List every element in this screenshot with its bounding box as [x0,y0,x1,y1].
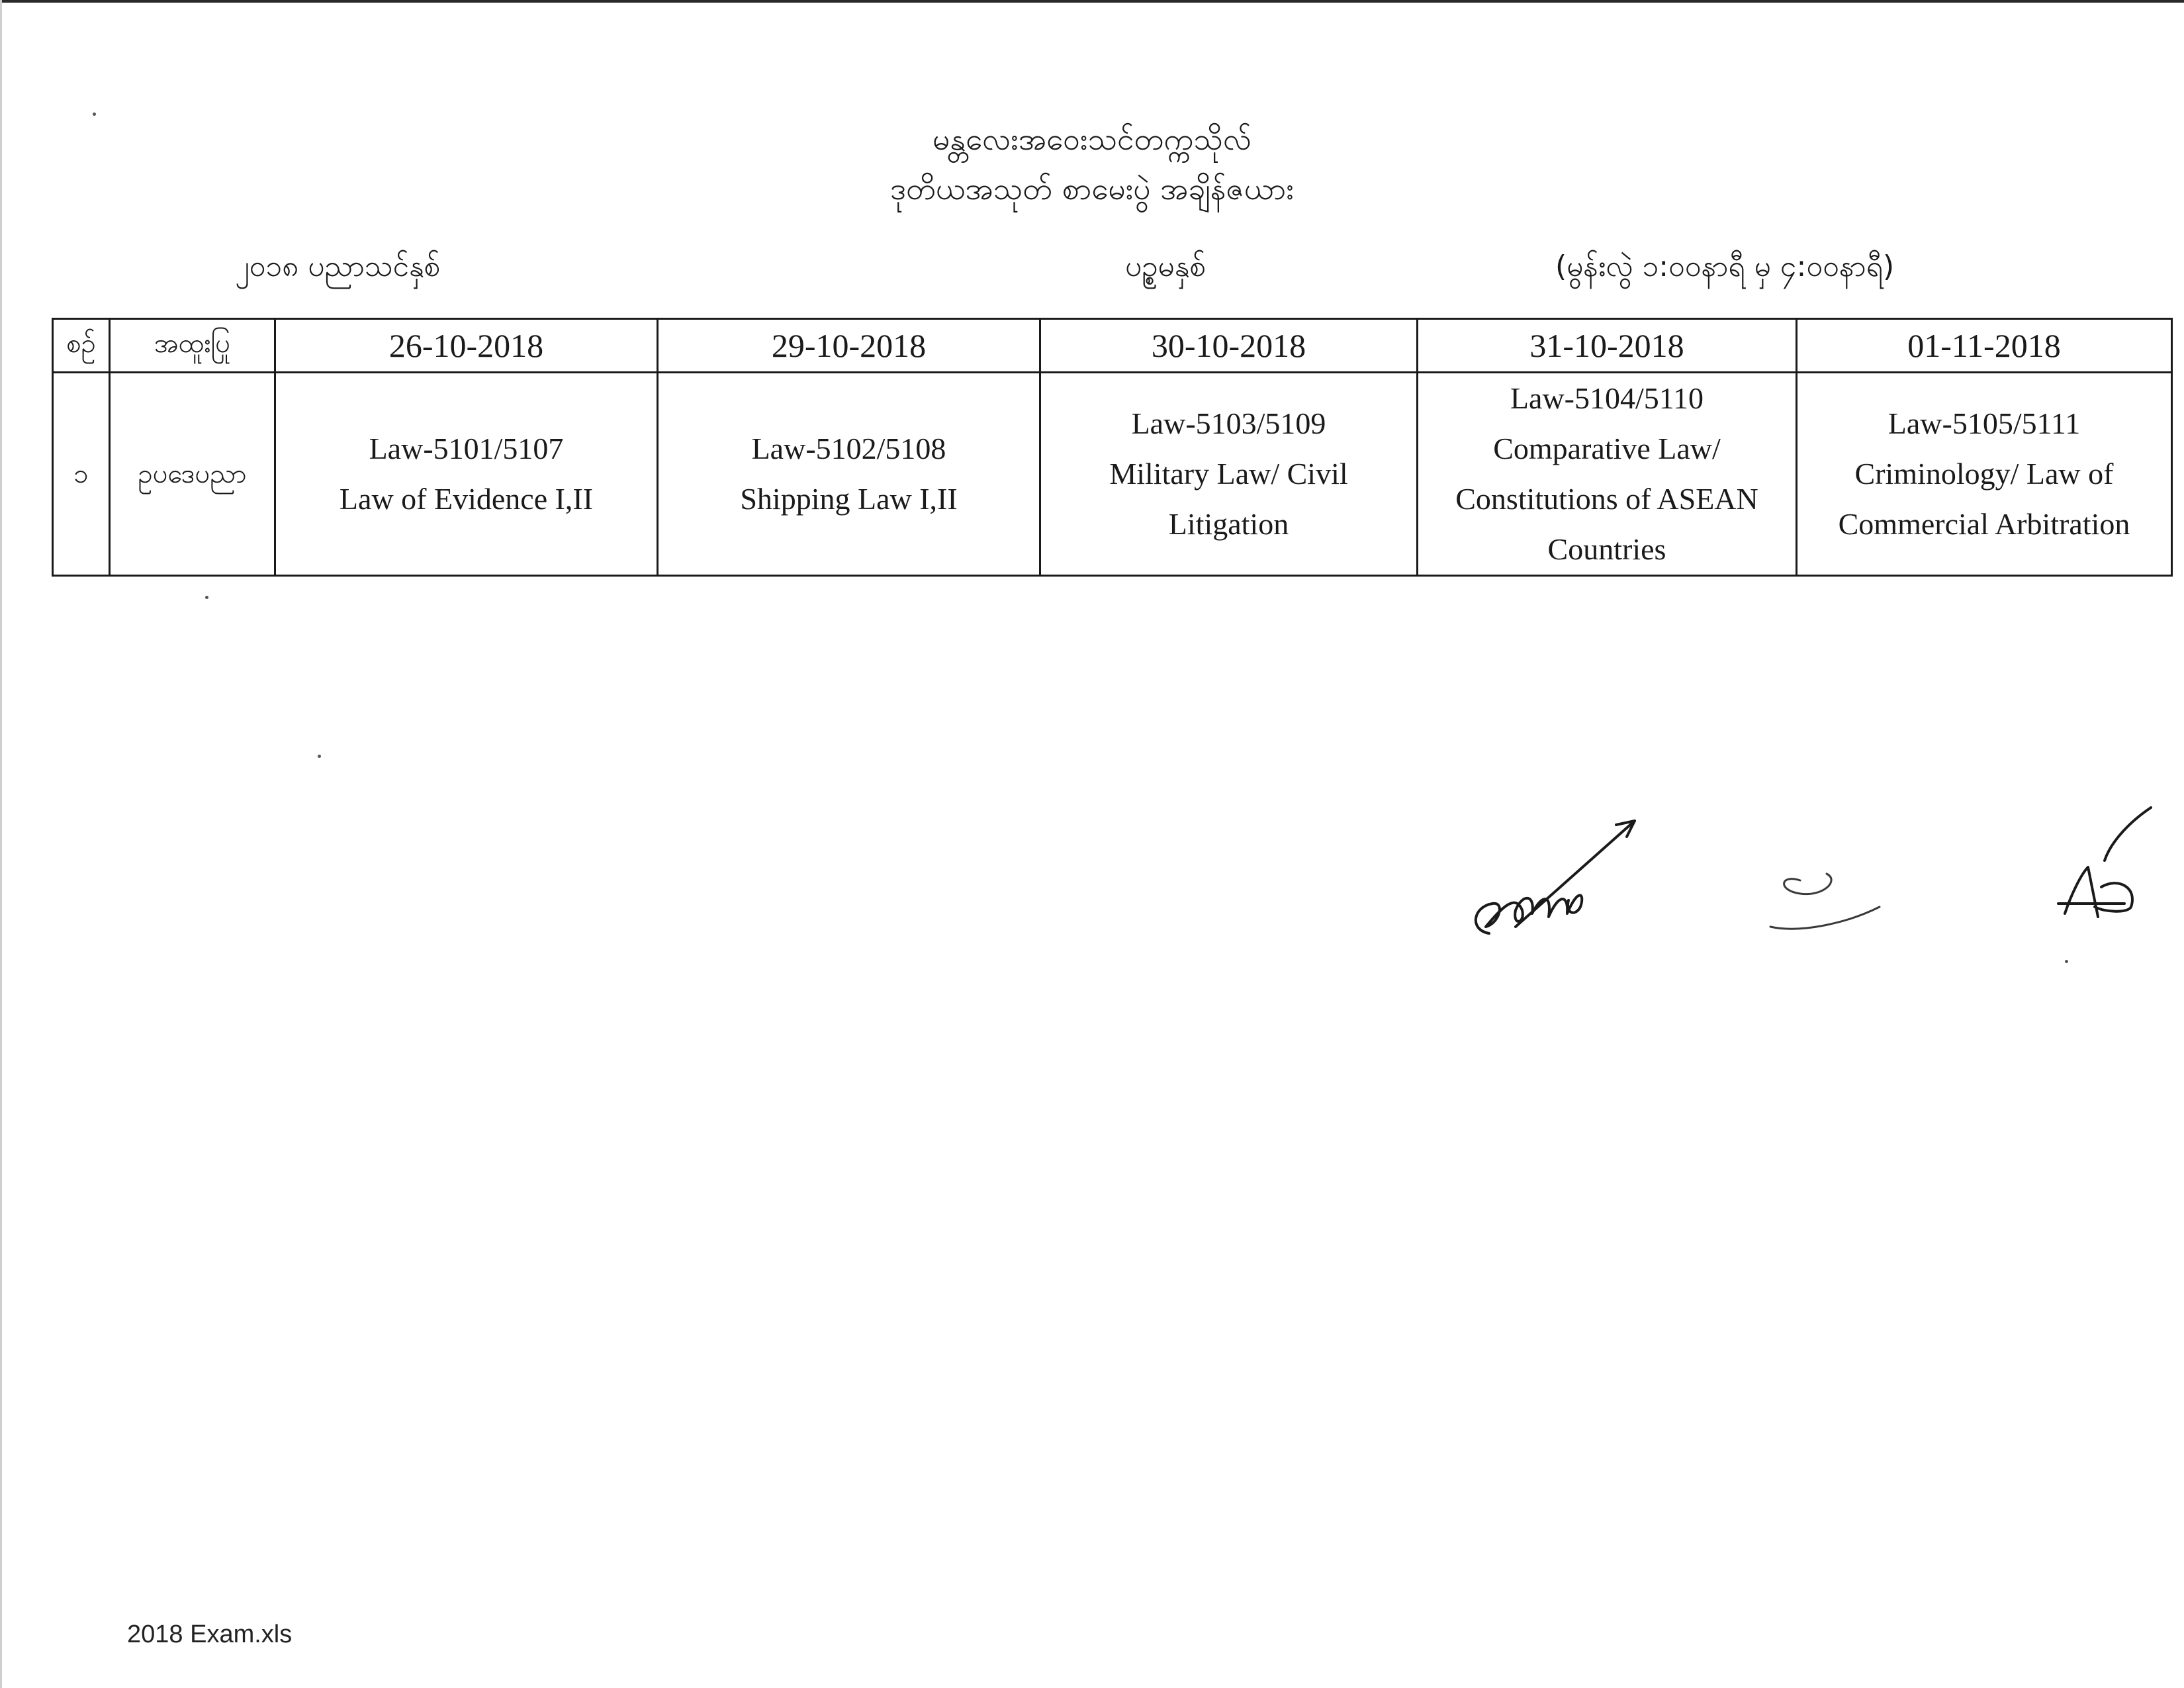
exam-cell [658,373,1040,576]
course-title: Law of Evidence I,II [339,482,594,516]
academic-year: ၂၀၁၈ ပညာသင်နှစ် [235,250,441,283]
course-title: Criminology/ Law of [1854,457,2114,491]
schedule-subtitle: ဒုတိယအသုတ် စာမေးပွဲ အချိန်ဇယား [890,171,1294,207]
header-major: အထူးပြု [110,319,275,373]
course-code: Law-5104/5110 [1510,381,1704,415]
semester: ပဉ္စမနှစ် [1125,250,1206,283]
course-code: Law-5103/5109 [1131,406,1326,440]
scan-speck [2065,960,2068,963]
exam-time: (မွန်းလွဲ ၁:၀၀နာရီ မှ ၄:၀၀နာရီ) [1555,250,1895,283]
row-major: ဥပဒေပညာ [110,373,275,576]
table-row [53,373,2172,576]
header-date: 30-10-2018 [1040,319,1418,373]
exam-schedule-table [52,318,2173,577]
meta-row [0,244,2184,290]
header-date: 01-11-2018 [1797,319,2172,373]
scan-speck [93,113,96,116]
course-title: Countries [1547,532,1666,566]
course-title: Constitutions of ASEAN [1455,482,1758,516]
course-code: Law-5102/5108 [751,432,946,465]
scan-speck [205,596,208,599]
signature-2 [1770,874,1880,929]
course-title: Military Law/ Civil [1109,457,1348,491]
header-date: 26-10-2018 [275,319,658,373]
institution-title: မန္တလေးအဝေးသင်တက္ကသိုလ် [933,121,1251,157]
row-no: ၁ [53,373,110,576]
course-title: Shipping Law I,II [740,482,958,516]
header-row [53,319,2172,373]
exam-cell [275,373,658,576]
signatures [1443,794,2171,966]
scan-edge [0,0,2184,3]
exam-cell [1418,373,1797,576]
signature-3 [2058,808,2151,917]
course-code: Law-5105/5111 [1888,406,2081,440]
header-no: စဉ် [53,319,110,373]
scan-speck [318,755,321,758]
course-title: Comparative Law/ [1493,432,1721,465]
header-date: 29-10-2018 [658,319,1040,373]
header-date: 31-10-2018 [1418,319,1797,373]
course-title: Commercial Arbitration [1838,507,2130,541]
course-title: Litigation [1168,507,1289,541]
exam-cell [1797,373,2172,576]
exam-cell [1040,373,1418,576]
footer-filename: 2018 Exam.xls [127,1620,293,1648]
course-code: Law-5101/5107 [369,432,564,465]
